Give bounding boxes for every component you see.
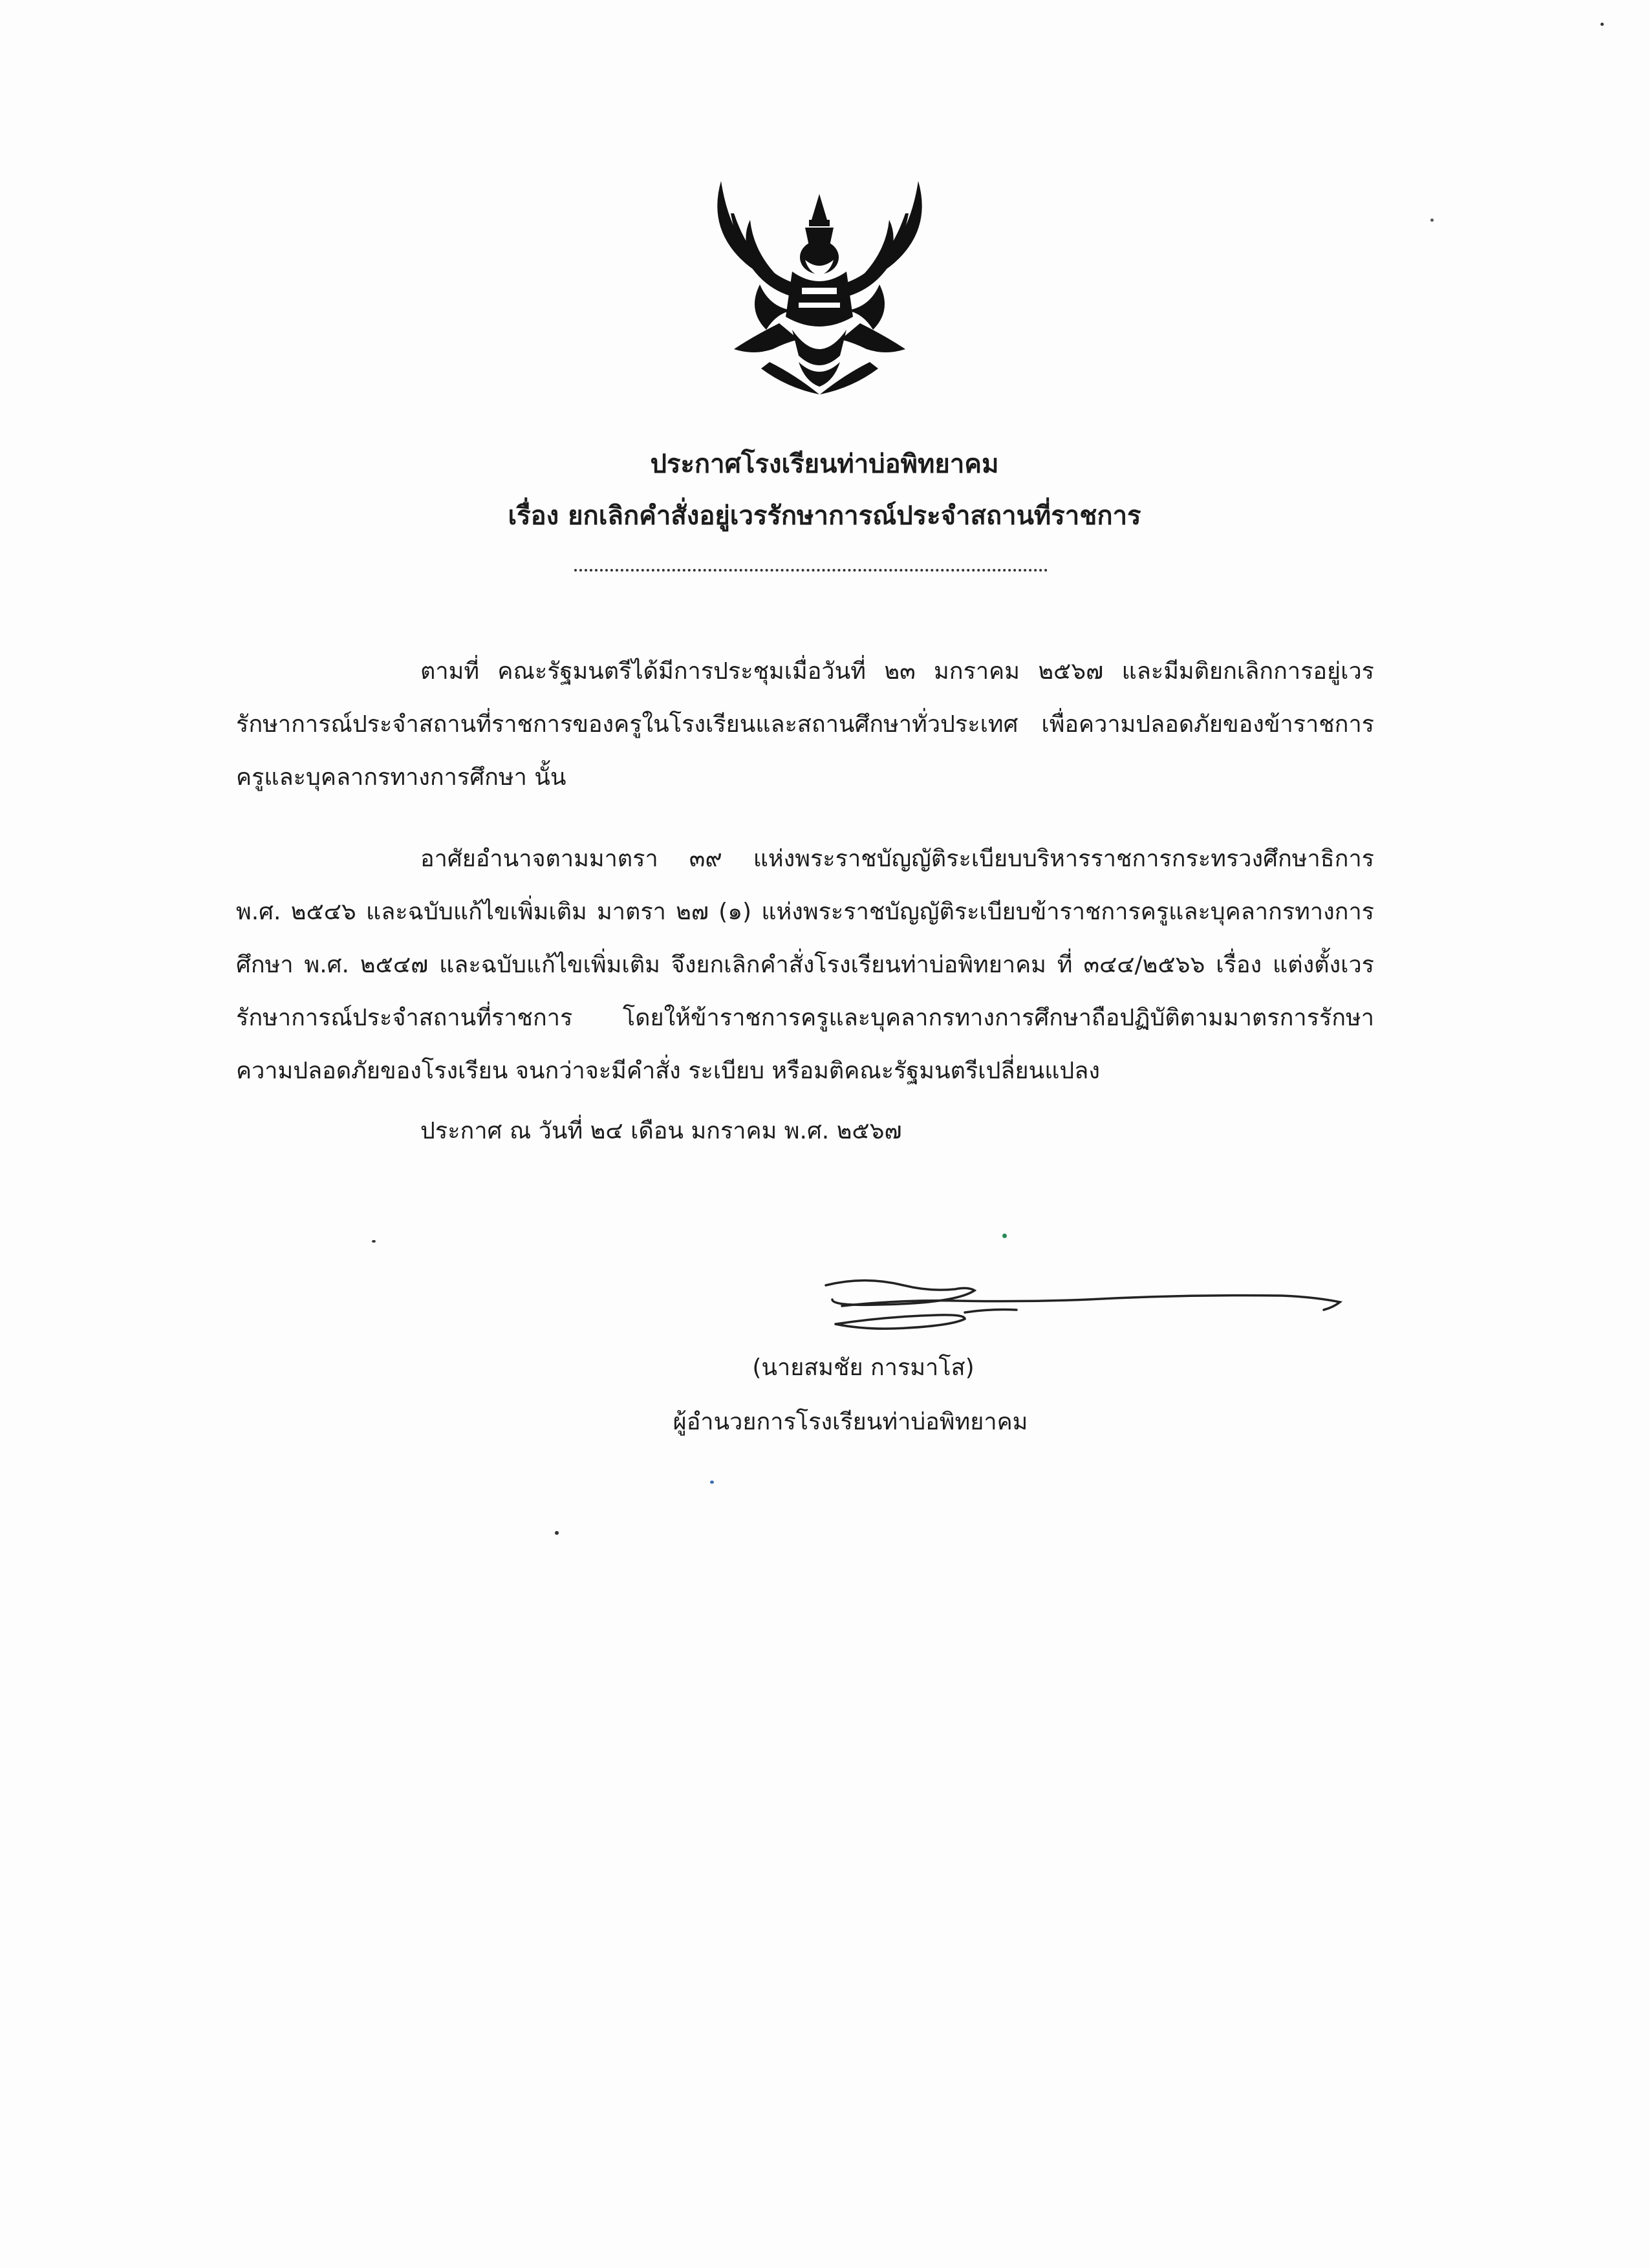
scan-speck [1430,219,1434,222]
announcement-title: ประกาศโรงเรียนท่าบ่อพิทยาคม [650,449,999,479]
handwritten-signature [816,1274,1352,1335]
scan-speck [1600,23,1604,26]
announcement-subject: เรื่อง ยกเลิกคำสั่งอยู่เวรรักษาการณ์ประจำสถานที่ราชการ [508,501,1141,531]
scan-speck [372,1240,376,1243]
announcement-dateline: ประกาศ ณ วันที่ ๒๔ เดือน มกราคม พ.ศ. ๒๕๖๗ [420,1118,902,1144]
signatory-position: ผู้อำนวยการโรงเรียนท่าบ่อพิทยาคม [673,1409,1028,1435]
scan-speck [1002,1234,1007,1238]
scan-speck [710,1481,714,1484]
body-paragraph-2: อาศัยอำนาจตามมาตรา ๓๙ แห่งพระราชบัญญัติระเบียบบริหารราชการกระทรวงศึกษาธิการ พ.ศ. ๒๕๔๖ และฉบับแก้ไขเพิ่มเติม มาตรา ๒๗ (๑) แห่งพระราชบัญญัติระเบียบข้าราชการครูและบุคลากรทางการศึกษา พ.ศ. ๒๕๔๗ และฉบับแก้ไขเพิ่มเติม จึงยกเลิกคำสั่งโรงเรียนท่าบ่อพิทยาคม ที่ ๓๔๔/๒๕๖๖ เรื่อง แต่งตั้งเวรรักษาการณ์ประจำสถานที่ราชการ โดยให้ข้าราชการครูและบุคลากรทางการศึกษาถือปฏิบัติตามมาตรการรักษาความปลอดภัยของโรงเรียน จนกว่าจะมีคำสั่ง ระเบียบ หรือมติคณะรัฐมนตรีเปลี่ยนแปลง [236,846,1374,1084]
scan-speck [555,1531,559,1535]
signatory-name: (นายสมชัย การมาโส) [752,1354,975,1381]
body-paragraph-1: ตามที่ คณะรัฐมนตรีได้มีการประชุมเมื่อวันที่ ๒๓ มกราคม ๒๕๖๗ และมีมติยกเลิกการอยู่เวรรักษาการณ์ประจำสถานที่ราชการของครูในโรงเรียนและสถานศึกษาทั่วประเทศ เพื่อความปลอดภัยของข้าราชการครูและบุคลากรทางการศึกษา นั้น [236,658,1374,791]
garuda-emblem-icon [708,175,931,398]
dotted-divider [574,569,1048,572]
